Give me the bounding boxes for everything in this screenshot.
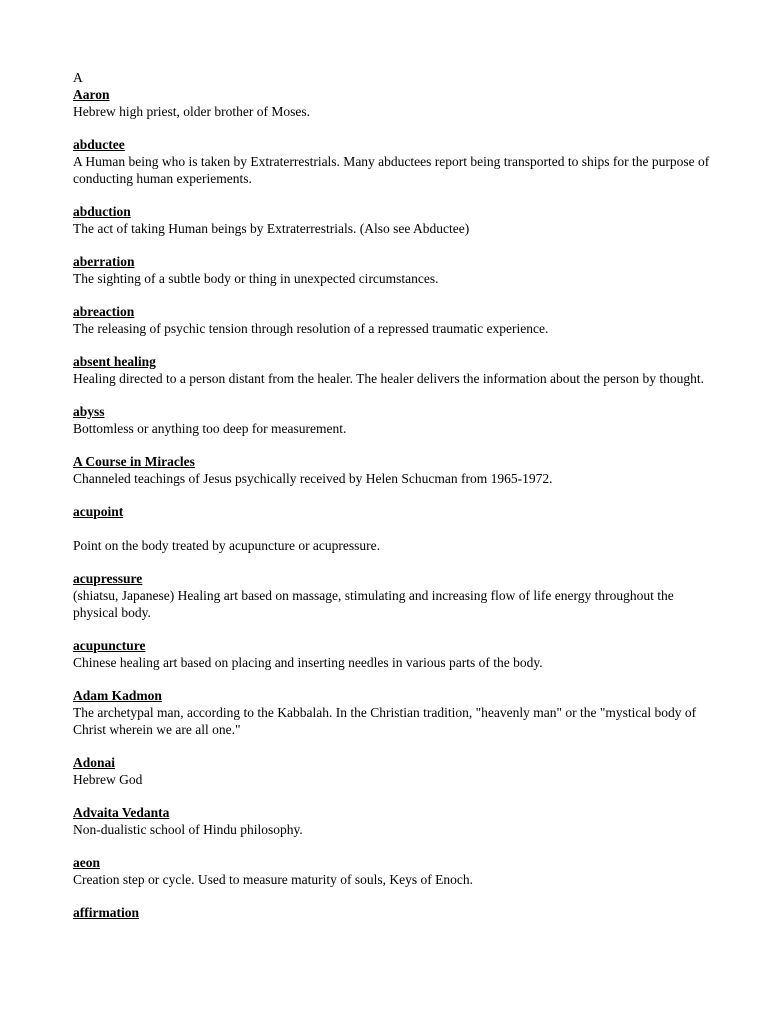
entry-definition: Creation step or cycle. Used to measure maturity of souls, Keys of Enoch.: [73, 872, 474, 887]
entry-term: abyss: [73, 404, 105, 419]
glossary-entry: [73, 854, 713, 888]
entry-definition: Hebrew high priest, older brother of Moses.: [73, 104, 310, 119]
entry-term: Aaron: [73, 87, 110, 102]
section-letter-heading: A: [73, 70, 83, 85]
entry-term: abduction: [73, 204, 131, 219]
entry-term: aberration: [73, 254, 135, 269]
glossary-entry: [73, 570, 713, 621]
entry-definition: (shiatsu, Japanese) Healing art based on massage, stimulating and increasing flow of life energy throughout the physical body.: [73, 588, 674, 620]
entry-term: aeon: [73, 855, 100, 870]
glossary-entry: [73, 403, 713, 437]
entry-definition: Channeled teachings of Jesus psychically received by Helen Schucman from 1965-1972.: [73, 471, 553, 486]
entry-term: acupoint: [73, 504, 124, 519]
entry-term: acupressure: [73, 571, 143, 586]
entry-term: absent healing: [73, 354, 156, 369]
glossary-entry: [73, 136, 713, 187]
entry-definition: Bottomless or anything too deep for measurement.: [73, 421, 347, 436]
glossary-entry: [73, 503, 713, 554]
glossary-entry: [73, 353, 713, 387]
entry-term: A Course in Miracles: [73, 454, 195, 469]
entry-definition: Point on the body treated by acupuncture or acupressure.: [73, 538, 381, 553]
glossary-page: [73, 69, 713, 937]
glossary-entry: [73, 754, 713, 788]
glossary-entry: [73, 904, 713, 921]
glossary-entry: [73, 804, 713, 838]
glossary-entry: [73, 637, 713, 671]
entry-definition: Chinese healing art based on placing and inserting needles in various parts of the body.: [73, 655, 543, 670]
entry-term: Advaita Vedanta: [73, 805, 170, 820]
entry-definition: Non-dualistic school of Hindu philosophy.: [73, 822, 303, 837]
entry-term: abreaction: [73, 304, 135, 319]
glossary-entry: [73, 253, 713, 287]
glossary-entry: [73, 453, 713, 487]
entry-term: acupuncture: [73, 638, 146, 653]
entry-definition: The act of taking Human beings by Extraterrestrials. (Also see Abductee): [73, 221, 470, 236]
entry-definition: A Human being who is taken by Extraterrestrials. Many abductees report being transported to ships for the purpose of conducting human experiements.: [73, 154, 710, 186]
entry-term: abductee: [73, 137, 125, 152]
entry-term: Adam Kadmon: [73, 688, 162, 703]
glossary-entry: [73, 303, 713, 337]
entry-term: Adonai: [73, 755, 116, 770]
entry-definition: The releasing of psychic tension through resolution of a repressed traumatic experience.: [73, 321, 549, 336]
entry-definition: Healing directed to a person distant from the healer. The healer delivers the information about the person by thought.: [73, 371, 705, 386]
entry-term: affirmation: [73, 905, 139, 920]
glossary-entry: [73, 687, 713, 738]
entry-definition: The archetypal man, according to the Kabbalah. In the Christian tradition, "heavenly man" or the "mystical body of Christ wherein we are all one.": [73, 705, 697, 737]
glossary-entry: [73, 86, 713, 120]
entry-definition: Hebrew God: [73, 772, 143, 787]
glossary-entry: [73, 203, 713, 237]
entry-definition: The sighting of a subtle body or thing in unexpected circumstances.: [73, 271, 439, 286]
